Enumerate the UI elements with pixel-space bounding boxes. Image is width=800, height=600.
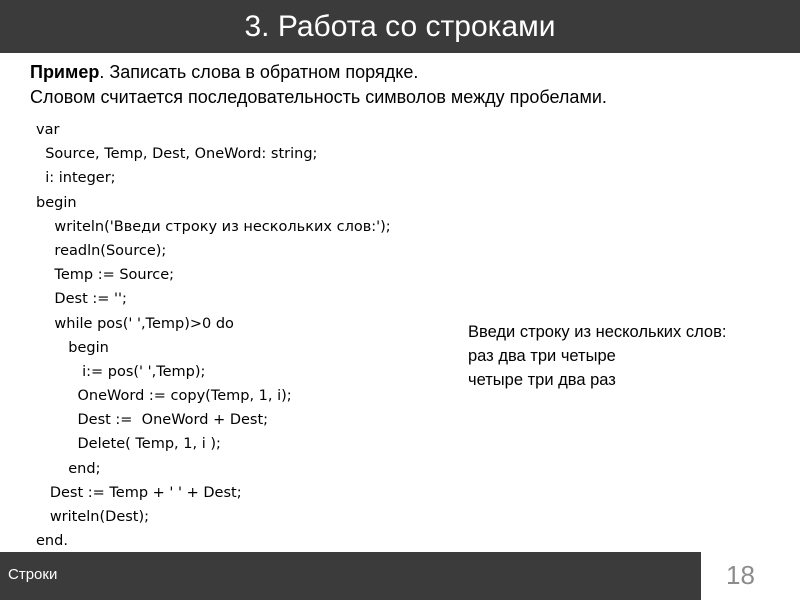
code-line: end;	[36, 460, 101, 477]
output-line: раз два три четыре	[468, 347, 616, 365]
code-line: Dest := OneWord + Dest;	[36, 412, 269, 429]
code-line: var	[36, 122, 60, 138]
footer-label: Строки	[8, 566, 58, 583]
code-line: OneWord := copy(Temp, 1, i);	[36, 388, 292, 405]
intro-text	[30, 60, 790, 110]
intro-line-1-rest: . Записать слова в обратном порядке.	[99, 62, 419, 82]
code-line: Source, Temp, Dest, OneWord: string;	[36, 146, 318, 163]
slide-title: 3. Работа со строками	[244, 10, 556, 43]
page-number: 18	[726, 560, 755, 590]
code-line: Dest := '';	[36, 291, 127, 308]
intro-bold-label: Пример	[30, 62, 100, 82]
code-line: i: integer;	[36, 170, 116, 187]
code-line: Delete( Temp, 1, i );	[36, 436, 221, 453]
code-line: end.	[36, 533, 68, 550]
code-line: Temp := Source;	[36, 267, 175, 284]
code-line: while pos(' ',Temp)>0 do	[36, 315, 234, 332]
code-line: writeln('Введи строку из нескольких слов:');	[36, 218, 391, 235]
code-line: begin	[36, 194, 77, 211]
intro-line-2: Словом считается последовательность символов между пробелами.	[30, 87, 607, 107]
output-line: Введи строку из нескольких слов:	[468, 323, 727, 341]
output-line: четыре три два раз	[468, 371, 616, 389]
code-line: begin	[36, 339, 109, 356]
code-line: writeln(Dest);	[36, 509, 150, 525]
intro-line-1	[30, 60, 790, 85]
code-line: readln(Source);	[36, 242, 167, 259]
code-line: i:= pos(' ',Temp);	[36, 363, 206, 380]
footer-bar	[0, 552, 701, 600]
program-output	[468, 320, 726, 392]
code-line: Dest := Temp + ' ' + Dest;	[36, 484, 242, 501]
code-block	[36, 118, 391, 553]
